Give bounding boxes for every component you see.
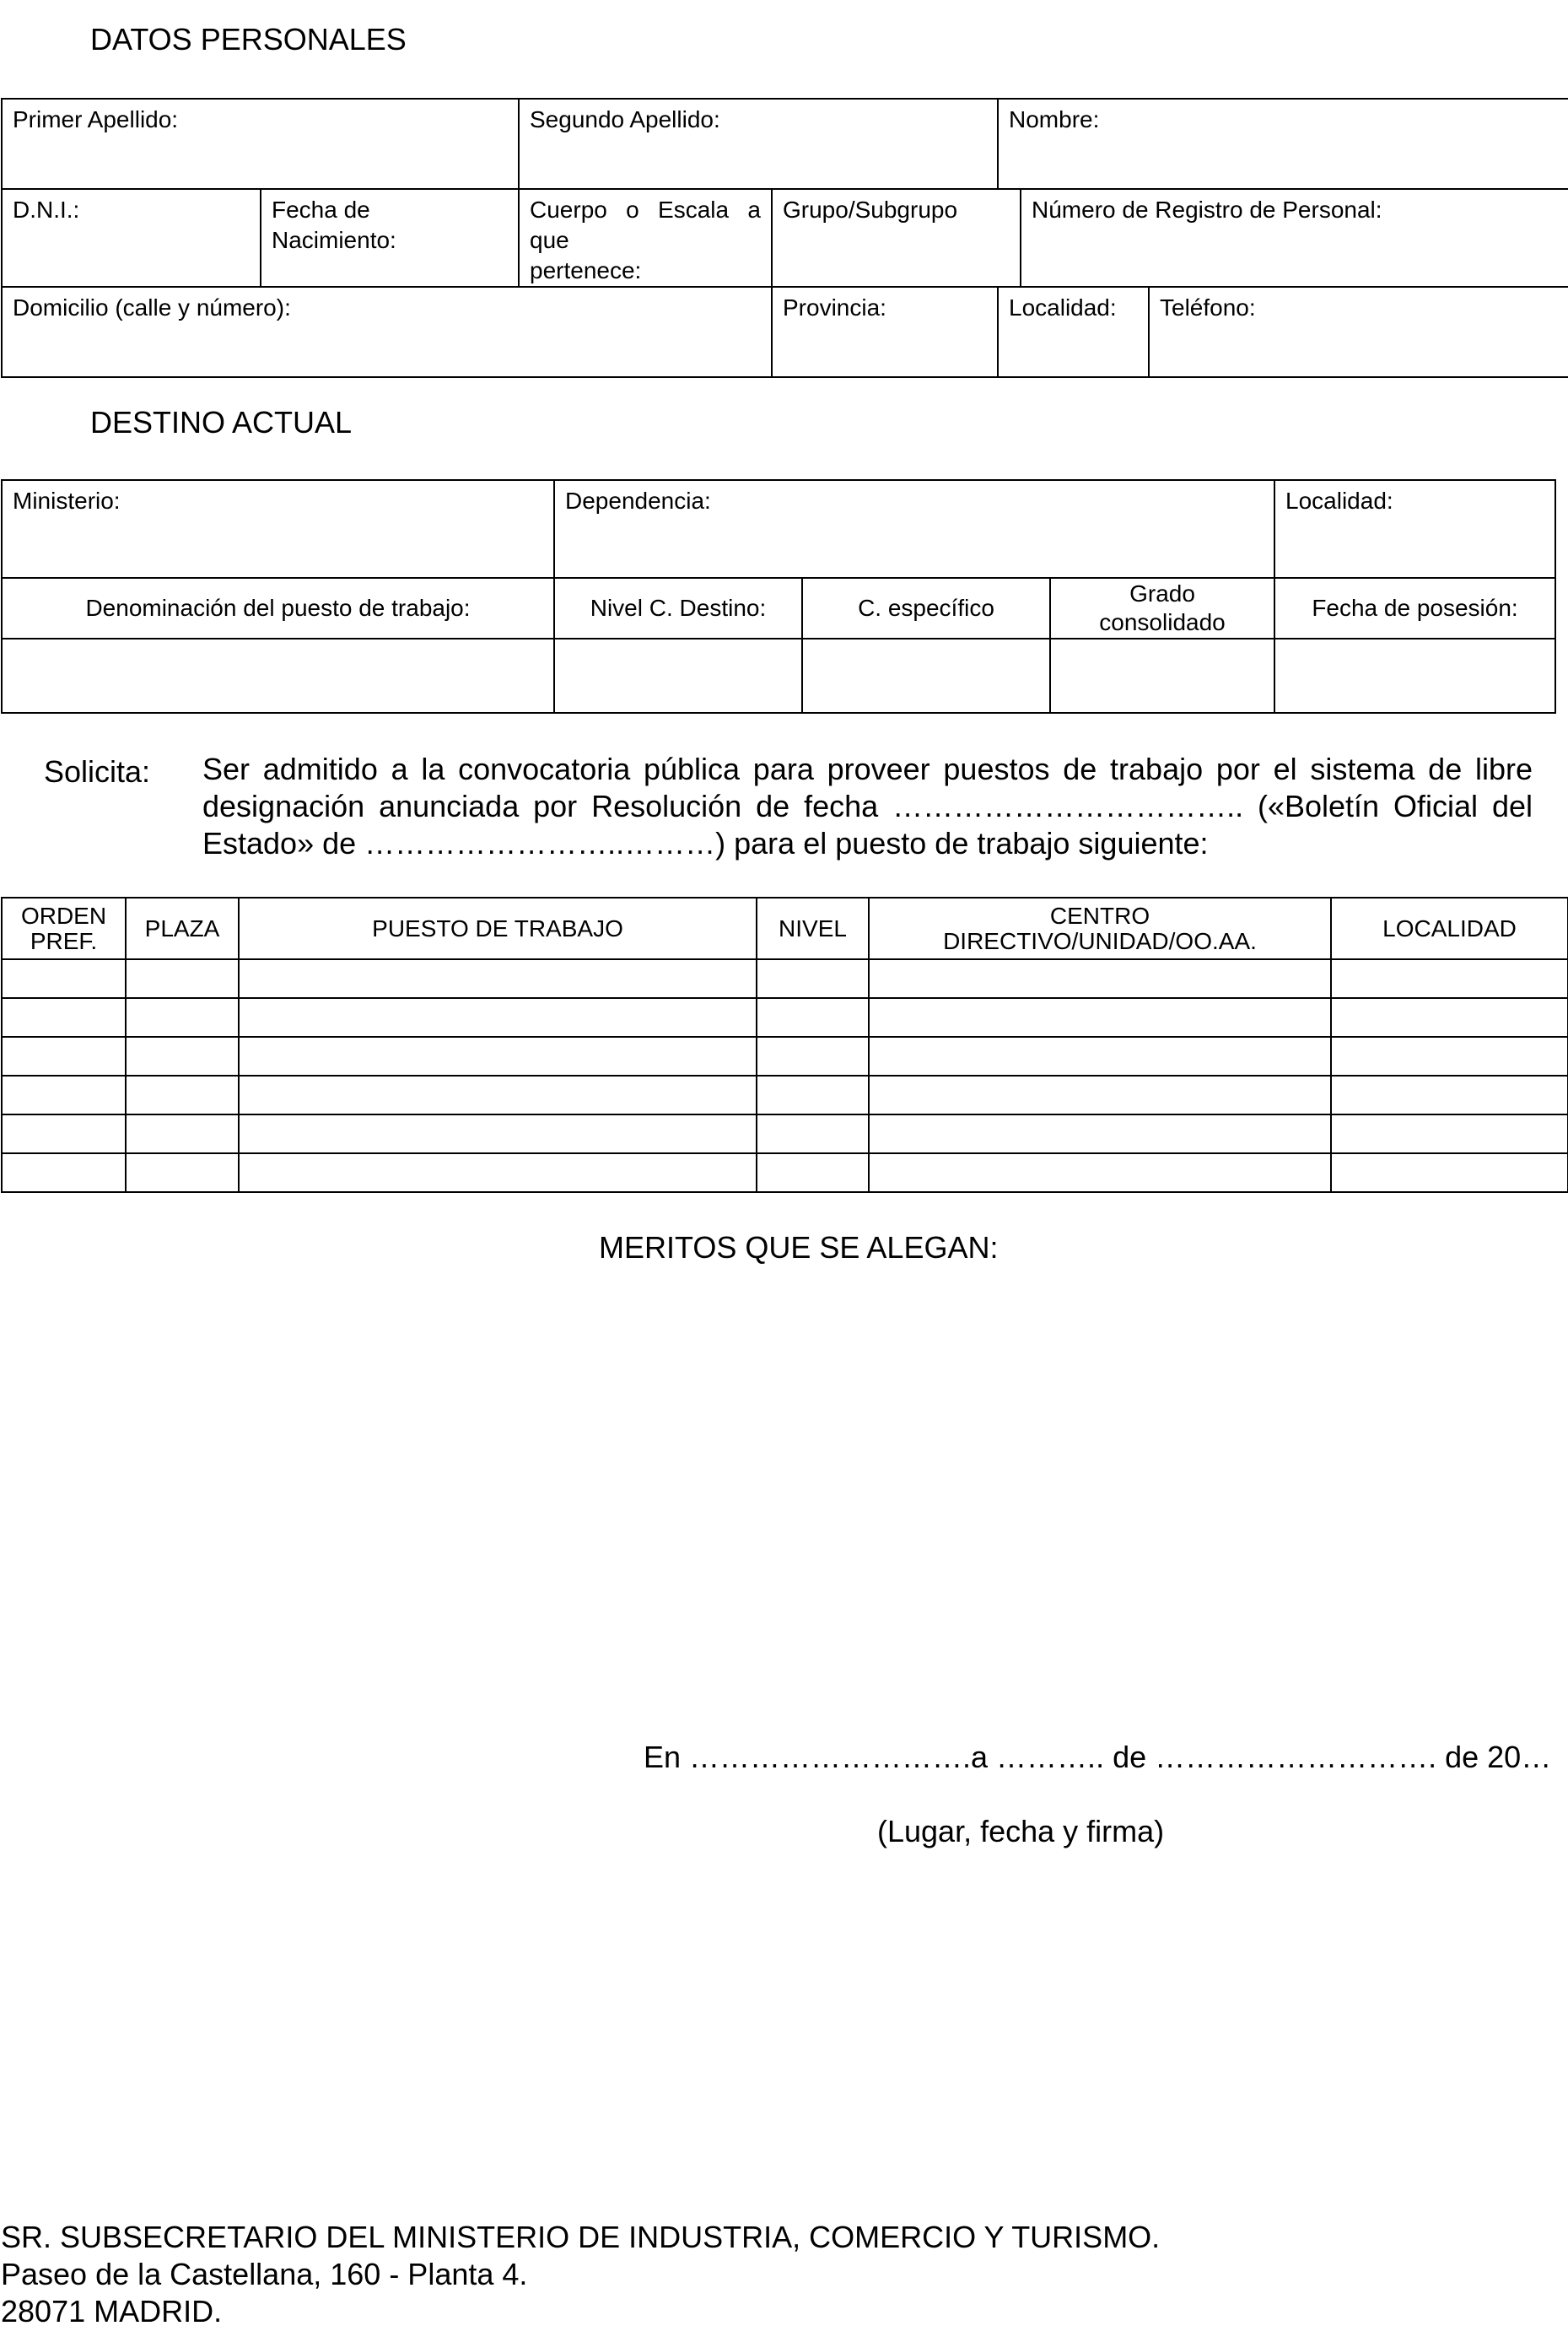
nivel-cell[interactable] bbox=[757, 1153, 869, 1192]
puesto-cell[interactable] bbox=[239, 1076, 757, 1114]
plaza-cell[interactable] bbox=[126, 959, 239, 998]
localidad-cell[interactable] bbox=[1331, 1037, 1568, 1076]
nivel-cell[interactable] bbox=[757, 1037, 869, 1076]
table-row bbox=[2, 1076, 1568, 1114]
nivel-cell[interactable] bbox=[757, 1076, 869, 1114]
plaza-header: PLAZA bbox=[126, 898, 239, 959]
cuerpo-escala-label bbox=[520, 190, 771, 286]
fecha-nacimiento-label bbox=[261, 190, 518, 256]
puestos-rows bbox=[2, 959, 1568, 1192]
datos-personales-table bbox=[1, 98, 1568, 378]
destino-actual-heading: DESTINO ACTUAL bbox=[90, 405, 353, 440]
centro-cell[interactable] bbox=[869, 1076, 1331, 1114]
grado-consolidado-line1: Grado bbox=[1129, 580, 1195, 607]
nombre-field[interactable] bbox=[998, 99, 1568, 189]
plaza-cell[interactable] bbox=[126, 1076, 239, 1114]
solicita-text: Ser admitido a la convocatoria pública para proveer puestos de trabajo por el sistema de libre designación anunciada por Resolución de fecha …………………………….. («Boletín Oficial del Estado» de ……………………..………) para el puesto de trabajo siguiente: bbox=[202, 752, 1533, 861]
orden-pref-header bbox=[2, 898, 126, 959]
fecha-posesion-value-cell[interactable] bbox=[1274, 639, 1555, 713]
primer-apellido-field[interactable] bbox=[2, 99, 519, 189]
centro-directivo-line2: DIRECTIVO/UNIDAD/OO.AA. bbox=[943, 927, 1257, 954]
provincia-field[interactable] bbox=[772, 287, 998, 377]
primer-apellido-label: Primer Apellido: bbox=[13, 106, 179, 132]
centro-directivo-line1: CENTRO bbox=[1049, 902, 1150, 929]
puesto-cell[interactable] bbox=[239, 1114, 757, 1153]
localidad-field[interactable] bbox=[998, 287, 1149, 377]
segundo-apellido-label: Segundo Apellido: bbox=[530, 106, 720, 132]
localidad-cell[interactable] bbox=[1331, 1076, 1568, 1114]
orden-cell[interactable] bbox=[2, 998, 126, 1037]
destinatario-line1: SR. SUBSECRETARIO DEL MINISTERIO DE INDUSTRIA, COMERCIO Y TURISMO. bbox=[1, 2220, 1161, 2254]
dni-field[interactable] bbox=[2, 189, 261, 287]
orden-cell[interactable] bbox=[2, 1114, 126, 1153]
centro-cell[interactable] bbox=[869, 1114, 1331, 1153]
numero-registro-personal-label: Número de Registro de Personal: bbox=[1032, 197, 1382, 223]
nivel-destino-header: Nivel C. Destino: bbox=[554, 578, 802, 639]
localidad-cell[interactable] bbox=[1331, 959, 1568, 998]
provincia-label: Provincia: bbox=[783, 294, 886, 321]
localidad-header: LOCALIDAD bbox=[1331, 898, 1568, 959]
table-row bbox=[2, 998, 1568, 1037]
destinatario-line3: 28071 MADRID. bbox=[1, 2294, 223, 2329]
grupo-subgrupo-field[interactable] bbox=[772, 189, 1021, 287]
dni-label: D.N.I.: bbox=[13, 197, 80, 223]
nivel-cell[interactable] bbox=[757, 959, 869, 998]
lugar-fecha-line: En ……………………….a ……….. de ………………………. de 20… bbox=[644, 1740, 1552, 1774]
orden-cell[interactable] bbox=[2, 1153, 126, 1192]
cuerpo-escala-field[interactable] bbox=[519, 189, 772, 287]
dependencia-label: Dependencia: bbox=[565, 488, 711, 514]
orden-cell[interactable] bbox=[2, 1037, 126, 1076]
fecha-nacimiento-field[interactable] bbox=[261, 189, 519, 287]
fecha-nacimiento-label-line1: Fecha de bbox=[272, 197, 370, 223]
meritos-heading: MERITOS QUE SE ALEGAN: bbox=[599, 1230, 999, 1265]
domicilio-label: Domicilio (calle y número): bbox=[13, 294, 291, 321]
orden-pref-line2: PREF. bbox=[30, 927, 98, 954]
table-row bbox=[2, 1114, 1568, 1153]
localidad-cell[interactable] bbox=[1331, 1153, 1568, 1192]
plaza-cell[interactable] bbox=[126, 1153, 239, 1192]
plaza-cell[interactable] bbox=[126, 1114, 239, 1153]
nombre-label: Nombre: bbox=[1009, 106, 1100, 132]
complemento-especifico-header: C. específico bbox=[802, 578, 1050, 639]
destino-actual-table bbox=[1, 479, 1556, 714]
orden-cell[interactable] bbox=[2, 1076, 126, 1114]
datos-personales-heading: DATOS PERSONALES bbox=[90, 22, 407, 57]
fecha-nacimiento-label-line2: Nacimiento: bbox=[272, 227, 396, 253]
grado-consolidado-value-cell[interactable] bbox=[1050, 639, 1274, 713]
centro-cell[interactable] bbox=[869, 959, 1331, 998]
telefono-label: Teléfono: bbox=[1160, 294, 1256, 321]
destino-localidad-field[interactable] bbox=[1274, 480, 1555, 578]
destinatario-line2: Paseo de la Castellana, 160 - Planta 4. bbox=[1, 2257, 528, 2291]
table-row bbox=[2, 959, 1568, 998]
nivel-cell[interactable] bbox=[757, 998, 869, 1037]
orden-cell[interactable] bbox=[2, 959, 126, 998]
ministerio-field[interactable] bbox=[2, 480, 554, 578]
fecha-posesion-header: Fecha de posesión: bbox=[1274, 578, 1555, 639]
grado-consolidado-line2: consolidado bbox=[1099, 609, 1226, 635]
destino-localidad-label: Localidad: bbox=[1285, 488, 1393, 514]
grupo-subgrupo-label: Grupo/Subgrupo bbox=[783, 197, 958, 223]
complemento-especifico-value-cell[interactable] bbox=[802, 639, 1050, 713]
puesto-trabajo-header: PUESTO DE TRABAJO bbox=[239, 898, 757, 959]
puestos-table bbox=[1, 897, 1568, 1193]
nivel-header: NIVEL bbox=[757, 898, 869, 959]
firma-caption: (Lugar, fecha y firma) bbox=[877, 1814, 1165, 1848]
dependencia-field[interactable] bbox=[554, 480, 1274, 578]
plaza-cell[interactable] bbox=[126, 998, 239, 1037]
localidad-label: Localidad: bbox=[1009, 294, 1117, 321]
telefono-field[interactable] bbox=[1149, 287, 1568, 377]
centro-cell[interactable] bbox=[869, 1153, 1331, 1192]
solicita-label: Solicita: bbox=[44, 754, 151, 789]
grado-consolidado-header bbox=[1050, 578, 1274, 639]
table-row bbox=[2, 1037, 1568, 1076]
centro-directivo-header bbox=[869, 898, 1331, 959]
puesto-cell[interactable] bbox=[239, 959, 757, 998]
cuerpo-escala-label-line2: pertenece: bbox=[530, 257, 642, 283]
nivel-cell[interactable] bbox=[757, 1114, 869, 1153]
ministerio-label: Ministerio: bbox=[13, 488, 121, 514]
localidad-cell[interactable] bbox=[1331, 1114, 1568, 1153]
domicilio-field[interactable] bbox=[2, 287, 772, 377]
cuerpo-escala-label-line1: Cuerpo o Escala a que bbox=[530, 197, 761, 253]
denominacion-header: Denominación del puesto de trabajo: bbox=[2, 578, 554, 639]
numero-registro-personal-field[interactable] bbox=[1021, 189, 1568, 287]
segundo-apellido-field[interactable] bbox=[519, 99, 998, 189]
meritos-area[interactable] bbox=[0, 1274, 1568, 1704]
table-row bbox=[2, 1153, 1568, 1192]
puesto-cell[interactable] bbox=[239, 1037, 757, 1076]
centro-cell[interactable] bbox=[869, 998, 1331, 1037]
puesto-cell[interactable] bbox=[239, 998, 757, 1037]
plaza-cell[interactable] bbox=[126, 1037, 239, 1076]
orden-pref-line1: ORDEN bbox=[20, 902, 107, 929]
destinatario-block bbox=[1, 2219, 1160, 2330]
localidad-cell[interactable] bbox=[1331, 998, 1568, 1037]
puesto-cell[interactable] bbox=[239, 1153, 757, 1192]
centro-cell[interactable] bbox=[869, 1037, 1331, 1076]
nivel-destino-value-cell[interactable] bbox=[554, 639, 802, 713]
denominacion-value-cell[interactable] bbox=[2, 639, 554, 713]
